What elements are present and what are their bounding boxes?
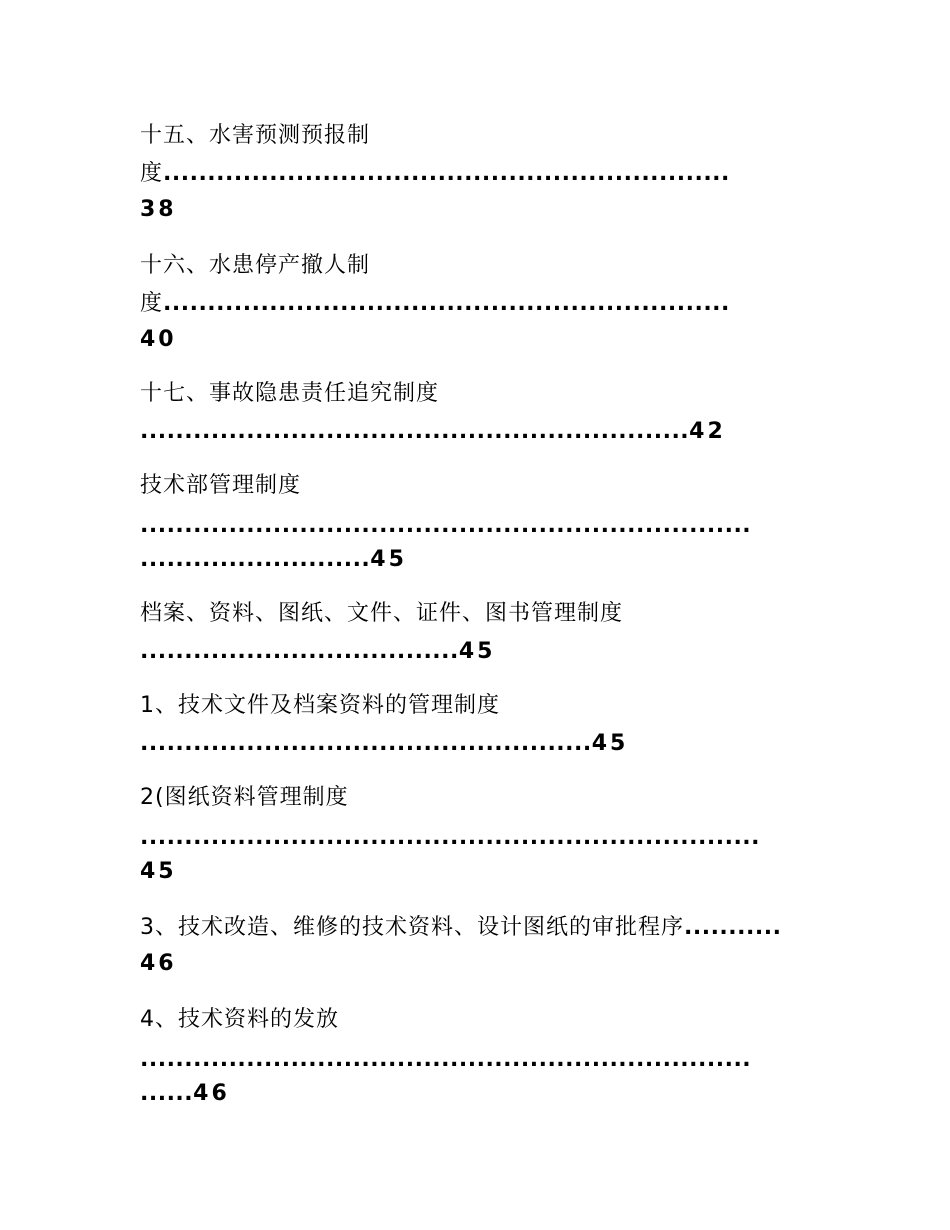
toc-page-number: 40: [140, 327, 177, 352]
toc-entry-leader: [140, 1080, 230, 1108]
dot-leader: ..............................................................: [140, 419, 690, 444]
dot-leader: ................................................................: [163, 161, 730, 186]
toc-entry-title: 十六、水患停产撤人制: [140, 253, 371, 278]
toc-entry-title: 4、技术资料的发放: [140, 1007, 339, 1032]
toc-page-number: 45: [140, 859, 177, 884]
dot-leader: ....................................: [140, 639, 459, 664]
toc-page-number: 38: [140, 197, 177, 222]
toc-entry-title: 1、技术文件及档案资料的管理制度: [140, 693, 500, 718]
toc-page-number: 46: [140, 951, 177, 976]
toc-entry-title-text: 3、技术改造、维修的技术资料、设计图纸的审批程序: [140, 915, 684, 940]
dot-leader: ......: [140, 1081, 194, 1106]
toc-entry-title: 档案、资料、图纸、文件、证件、图书管理制度: [140, 601, 624, 626]
toc-page-number: 46: [193, 1081, 230, 1106]
toc-entry-title-cont: 度: [140, 291, 164, 316]
dot-leader: .....................................................................: [140, 1047, 752, 1072]
dot-leader: ................................................................: [163, 291, 730, 316]
toc-page-number: 45: [591, 731, 629, 756]
dot-leader: ...........: [684, 915, 782, 940]
dot-leader: ..........................: [140, 547, 371, 572]
toc-entry-title: 技术部管理制度: [140, 473, 302, 498]
toc-entry-title: 十五、水害预测预报制: [140, 123, 371, 148]
toc-entry-title-cont: 度: [140, 161, 164, 186]
toc-entry-leader: [140, 1046, 751, 1074]
dot-leader: ......................................................................: [140, 825, 761, 850]
toc-entry-leader: [140, 160, 730, 188]
toc-page-number: 45: [370, 547, 407, 572]
toc-entry-leader: [140, 290, 730, 318]
toc-entry-leader: [140, 824, 760, 852]
toc-entry-title: 十七、事故隐患责任追究制度: [140, 381, 440, 406]
toc-page-number: 42: [689, 419, 726, 444]
toc-entry-leader: [140, 730, 628, 758]
toc-entry-leader: [140, 512, 751, 540]
dot-leader: ...................................................: [140, 731, 592, 756]
toc-entry-leader: [140, 418, 726, 446]
toc-entry-leader: [140, 638, 496, 666]
toc-page-number: 45: [458, 639, 496, 664]
dot-leader: .....................................................................: [140, 513, 752, 538]
toc-entry-leader: [140, 546, 407, 574]
toc-entry-title: 2(图纸资料管理制度: [140, 785, 349, 810]
toc-entry-title: [140, 914, 781, 942]
